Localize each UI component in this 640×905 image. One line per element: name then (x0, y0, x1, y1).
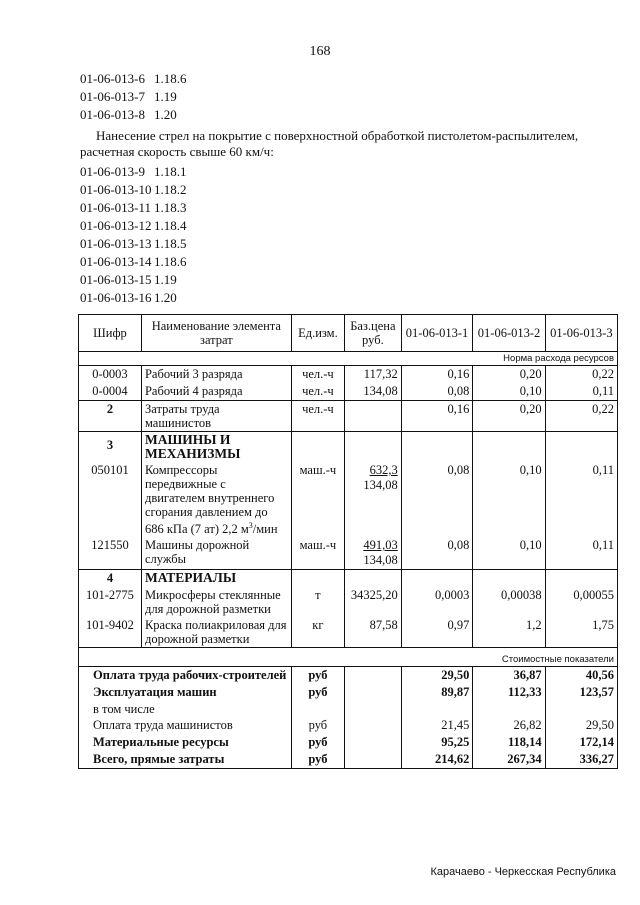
code: 01-06-013-13 (80, 236, 152, 251)
code-ref: 1.20 (154, 107, 177, 122)
summary-value-3: 123,57 (545, 684, 617, 701)
code-entry (80, 253, 187, 271)
code-entry (80, 106, 187, 124)
row-value-1 (401, 570, 473, 588)
code-entry (80, 70, 187, 88)
summary-unit: руб (291, 684, 344, 701)
row-unit (291, 432, 344, 463)
row-value-1: 0,16 (401, 401, 473, 432)
summary-row (79, 667, 618, 685)
code: 01-06-013-14 (80, 254, 152, 269)
code-entry (80, 289, 187, 307)
row-price-bottom: 134,08 (363, 553, 398, 568)
code-entry (80, 271, 187, 289)
code-ref: 1.18.4 (154, 218, 187, 233)
summary-unit (291, 701, 344, 717)
code-ref: 1.18.6 (154, 254, 187, 269)
description-line: расчетная скорость свыше 60 км/ч: (80, 144, 274, 159)
code-ref: 1.18.2 (154, 182, 187, 197)
row-name-tail: /мин (252, 522, 278, 537)
header-code: Шифр (79, 315, 142, 352)
table-row (79, 432, 618, 463)
row-unit (291, 570, 344, 588)
table-row (79, 617, 618, 648)
code-ref: 1.18.1 (154, 164, 187, 179)
code: 01-06-013-6 (80, 71, 145, 86)
row-value-3: 0,22 (545, 366, 617, 384)
summary-value-1: 95,25 (401, 734, 473, 751)
summary-row (79, 717, 618, 734)
code-ref: 1.19 (154, 89, 177, 104)
row-name: Краска полиакриловая для дорожной разметки (141, 617, 291, 648)
code: 01-06-013-7 (80, 89, 145, 104)
code: 01-06-013-16 (80, 290, 152, 305)
code: 01-06-013-12 (80, 218, 152, 233)
code-ref: 1.18.5 (154, 236, 187, 251)
row-value-3: 1,75 (545, 617, 617, 648)
summary-price (345, 667, 402, 685)
row-unit: маш.-ч (291, 462, 344, 537)
row-value-1 (401, 432, 473, 463)
table-row (79, 366, 618, 384)
row-value-3: 0,11 (545, 462, 617, 537)
header-price: Баз.цена руб. (345, 315, 402, 352)
code: 01-06-013-10 (80, 182, 152, 197)
row-value-2 (473, 432, 545, 463)
summary-value-1: 21,45 (401, 717, 473, 734)
header-col-2: 01-06-013-2 (473, 315, 545, 352)
row-price: 134,08 (345, 383, 402, 401)
row-price-top: 491,03 (363, 538, 398, 553)
summary-value-2: 36,87 (473, 667, 545, 685)
table-row (79, 462, 618, 537)
summary-unit: руб (291, 751, 344, 769)
section-norm-label: Норма расхода ресурсов (79, 352, 618, 366)
row-value-2: 0,10 (473, 462, 545, 537)
row-name: Машины дорожной службы (141, 537, 291, 570)
row-price (345, 401, 402, 432)
row-value-1: 0,0003 (401, 587, 473, 617)
row-code: 050101 (79, 462, 142, 537)
summary-price (345, 734, 402, 751)
code-ref: 1.18.6 (154, 71, 187, 86)
summary-value-3: 40,56 (545, 667, 617, 685)
section-cost-label: Стоимостные показатели (79, 648, 618, 667)
header-col-3: 01-06-013-3 (545, 315, 617, 352)
section-label-row (79, 648, 618, 667)
summary-value-2: 267,34 (473, 751, 545, 769)
table-row (79, 383, 618, 401)
row-code: 101-9402 (79, 617, 142, 648)
code: 01-06-013-8 (80, 107, 145, 122)
code: 01-06-013-9 (80, 164, 145, 179)
row-name: Микросферы стеклянные для дорожной разметки (141, 587, 291, 617)
code-ref: 1.19 (154, 272, 177, 287)
row-name-text: Компрессоры передвижные с двигателем внутреннего сгорания давлением до 686 кПа (7 ат) 2,2 м (144, 463, 275, 537)
row-unit: чел.-ч (291, 366, 344, 384)
row-value-3: 0,22 (545, 401, 617, 432)
row-value-1: 0,08 (401, 462, 473, 537)
code-entry (80, 163, 187, 181)
row-code: 0-0003 (79, 366, 142, 384)
summary-row (79, 751, 618, 769)
summary-value-2: 26,82 (473, 717, 545, 734)
summary-unit: руб (291, 734, 344, 751)
row-name: Рабочий 3 разряда (141, 366, 291, 384)
summary-name: Материальные ресурсы (79, 734, 292, 751)
row-name: МАШИНЫ И МЕХАНИЗМЫ (141, 432, 291, 463)
summary-value-3 (545, 701, 617, 717)
table-header-row (79, 315, 618, 352)
summary-row (79, 701, 618, 717)
summary-row (79, 734, 618, 751)
row-name-sup: 3 (248, 521, 253, 530)
code-entry (80, 217, 187, 235)
row-name: МАТЕРИАЛЫ (141, 570, 291, 588)
work-description (80, 128, 616, 160)
table-row (79, 587, 618, 617)
code-list-bottom (80, 163, 187, 307)
summary-name: Оплата труда рабочих-строителей (79, 667, 292, 685)
row-price: 117,32 (345, 366, 402, 384)
summary-value-1: 214,62 (401, 751, 473, 769)
row-unit: кг (291, 617, 344, 648)
row-code: 4 (79, 570, 142, 588)
description-line: Нанесение стрел на покрытие с поверхностной обработкой пистолетом-распылителем, (96, 128, 579, 143)
row-code: 2 (79, 401, 142, 432)
row-value-2: 0,20 (473, 401, 545, 432)
row-unit: маш.-ч (291, 537, 344, 570)
row-value-2: 0,10 (473, 383, 545, 401)
row-price-bottom: 134,08 (363, 478, 398, 492)
row-code: 3 (79, 432, 142, 463)
code-entry (80, 199, 187, 217)
table-row (79, 401, 618, 432)
summary-value-3: 336,27 (545, 751, 617, 769)
row-unit: чел.-ч (291, 401, 344, 432)
header-col-1: 01-06-013-1 (401, 315, 473, 352)
code-entry (80, 235, 187, 253)
row-unit: чел.-ч (291, 383, 344, 401)
code-list-top (80, 70, 187, 124)
header-name: Наименование элемента затрат (141, 315, 291, 352)
row-price (345, 570, 402, 588)
footer-region: Карачаево - Черкесская Республика (430, 866, 616, 878)
summary-name: Эксплуатация машин (79, 684, 292, 701)
row-name (141, 462, 291, 537)
row-value-3: 0,00055 (545, 587, 617, 617)
row-code: 121550 (79, 537, 142, 570)
row-value-2: 1,2 (473, 617, 545, 648)
summary-price (345, 684, 402, 701)
row-value-1: 0,16 (401, 366, 473, 384)
row-price (345, 432, 402, 463)
summary-value-1: 29,50 (401, 667, 473, 685)
row-name: Затраты труда машинистов (141, 401, 291, 432)
code: 01-06-013-11 (80, 200, 152, 215)
summary-value-3: 172,14 (545, 734, 617, 751)
code-ref: 1.20 (154, 290, 177, 305)
row-value-2: 0,20 (473, 366, 545, 384)
row-unit: т (291, 587, 344, 617)
summary-value-3: 29,50 (545, 717, 617, 734)
page-number: 168 (309, 44, 331, 59)
row-value-1: 0,08 (401, 383, 473, 401)
code-ref: 1.18.3 (154, 200, 187, 215)
row-price (345, 537, 402, 570)
resource-table (78, 314, 618, 769)
summary-value-2 (473, 701, 545, 717)
row-value-3 (545, 570, 617, 588)
row-value-1: 0,97 (401, 617, 473, 648)
row-value-2: 0,10 (473, 537, 545, 570)
row-value-3: 0,11 (545, 537, 617, 570)
summary-name: в том числе (79, 701, 292, 717)
row-code: 101-2775 (79, 587, 142, 617)
row-value-3: 0,11 (545, 383, 617, 401)
summary-unit: руб (291, 717, 344, 734)
code-entry (80, 181, 187, 199)
summary-row (79, 684, 618, 701)
summary-price (345, 717, 402, 734)
row-code: 0-0004 (79, 383, 142, 401)
row-value-2 (473, 570, 545, 588)
summary-price (345, 751, 402, 769)
row-value-2: 0,00038 (473, 587, 545, 617)
row-value-1: 0,08 (401, 537, 473, 570)
summary-value-2: 118,14 (473, 734, 545, 751)
row-price-top: 632,3 (369, 463, 398, 477)
code-entry (80, 88, 187, 106)
row-name: Рабочий 4 разряда (141, 383, 291, 401)
table-row (79, 570, 618, 588)
summary-value-2: 112,33 (473, 684, 545, 701)
row-price: 87,58 (345, 617, 402, 648)
summary-unit: руб (291, 667, 344, 685)
summary-price (345, 701, 402, 717)
summary-value-1 (401, 701, 473, 717)
header-unit: Ед.изм. (291, 315, 344, 352)
section-label-row (79, 352, 618, 366)
row-value-3 (545, 432, 617, 463)
summary-name: Всего, прямые затраты (79, 751, 292, 769)
table-row (79, 537, 618, 570)
row-price: 34325,20 (345, 587, 402, 617)
summary-name: Оплата труда машинистов (79, 717, 292, 734)
summary-value-1: 89,87 (401, 684, 473, 701)
row-price (345, 462, 402, 537)
code: 01-06-013-15 (80, 272, 152, 287)
